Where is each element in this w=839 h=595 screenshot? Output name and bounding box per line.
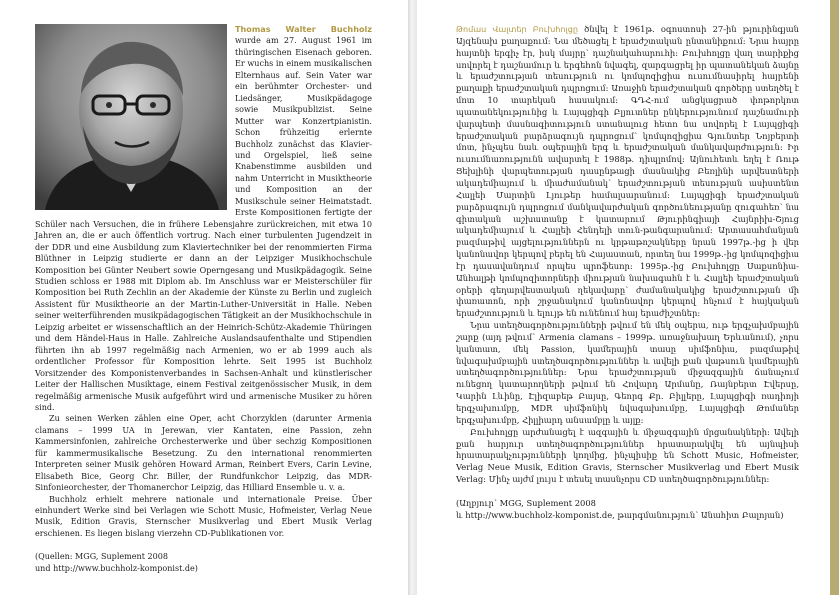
armenian-paragraph-2: Նրա ստեղծագործությունների թվում են մեկ օպերա, ութ երգչախմբային շարք (այդ թվում՝ Armenia clamans – 1999թ. առաջնախաղ Երևանում), չորս կանտատ, մեկ Passion, կամերային տասը սիմֆոնիա, բազմաթիվ նվագախմբային ստեղծագործություններ և ավելի քան վաթսուն կամերային ստեղծագործություններ: Նրա երաժշտության միջազգային ճանաչում ունեցող կատարողների թվում են Հովարդ Արմանը, Ռայնբերտ Էվերսը, Կարին Լևինը, Էլիզաբեթ Բայսը, Գեորգ Քր. Բիլլերը, Լայպցիգի ռադիոյի երգչախումբը, MDR սիմֆոնիկ նվագախումբը, Լայպցիգի Թոմաներ երգչախումբը, Հիլլիարդ անսամբլը և այլք: <box>456 320 799 425</box>
composer-portrait-photo <box>35 24 227 210</box>
german-source-line-2: und http://www.buchholz-komponist.de) <box>35 563 198 573</box>
german-biography <box>35 24 372 574</box>
armenian-paragraph-3: Բուխհոլցը արժանացել է ազգային և միջազգային մրցանակների: Ավելի քան հարյուր ստեղծագործություններ հրատարակվել են այնպիսի հրատարակչությունների կողմից, ինչպիսիք են Schott Music, Hofmeister, Verlag Neue Musik, Edition Gravis, Sternscher Musikverlag und Ebert Musik Verlag: Մինչ այժմ լույս է տեսել տասնչորս CD ստեղծագործություններ: <box>456 426 799 485</box>
german-paragraph-1: wurde am 27. August 1961 im thüringischen Eisenach geboren. Er wuchs in einem musikalischen Elternhaus auf. Sein Vater war ein berühmter Orchester- und Liedsänger, Musikpädagoge sowie Musikpublizist. Seine Mutter war Konzertpianistin. Schon frühzeitig erlernte Buchholz zunächst das Klavier- und Orgelspiel, ließ seine Knabenstimme ausbilden und nahm Unterricht in Musiktheorie und Komposition an der Musikschule seiner Heimatstadt. Erste Kompositionen fertigte der Schüler nach Versuchen, die in frühere Lebensjahre zurückreichen, mit etwa 10 Jahren an, die er auch öffentlich vortrug. Nach einer turbulenten Jugendzeit in der DDR und eine Ausbildung zum Klaviertechniker bei der renommierten Firma Blüthner in Leipzig studierte er dann an der Leipziger Musikhochschule Komposition bei Günter Neubert sowie Operngesang und Musikpädagogik. Seine Studien schloss er 1988 mit Diplom ab. Im Anschluss war er Meisterschüler für Komposition bei Ruth Zechlin an der Akademie der Künste zu Berlin und zugleich Assistent für Musiktheorie an der Martin-Luther-Universität in Halle. Neben seiner weiterführenden musikpädagogischen Tätigkeit an der Musikhochschule in Leipzig arbeitet er wissenschaftlich an der Heinrich-Schütz-Akademie Thüringen und dem Händel-Haus in Halle. Zahlreiche Auslandsaufenthalte und Stipendien führten ihn ab 1997 regelmäßig nach Armenien, wo er ab 1999 auch als ordentlicher Professor für Komposition lehrte. Seit 1995 ist Buchholz Vorsitzender des Komponistenverbandes in Sachsen-Anhalt und künstlerischer Leiter der Hallischen Musiktage, einem Festival zeitgenössischer Musik, in dem regelmäßig armenische Musik aufgeführt wird und armenische Musiker zu hören sind. <box>35 36 372 412</box>
german-paragraph-3: Buchholz erhielt mehrere nationale und internationale Preise. Über einhundert Werke sind bei Verlagen wie Schott Music, Hofmeister, Verlag Neue Musik, Edition Gravis, Sternscher Musikverlag und Ebert Musik Verlag erschienen. Es liegen bislang vierzehn CD-Publikationen vor. <box>35 494 372 538</box>
german-paragraph-2: Zu seinen Werken zählen eine Oper, acht Chorzyklen (darunter Armenia clamans – 1999 UA in Jerewan, vier Kantaten, eine Passion, zehn Kammersinfonien, zahlreiche Orchesterwerke und über sechzig Kompositionen für kammermusikalische Besetzung. Zu den international renommierten Interpreten seiner Musik gehören Howard Arman, Reinbert Evers, Carin Levine, Elisabeth Bice, Georg Chr. Biller, der Rundfunkchor Leipzig, das MDR-Sinfonieorchester, der Thomanerchor Leipzig, das Hilliard Ensemble u. v. a. <box>35 414 372 493</box>
author-name-armenian: Թոմաս Վալտեր Բուխհոլցը <box>456 24 578 34</box>
author-name-german: Thomas Walter Buchholz <box>235 24 372 34</box>
armenian-source-line-2: և http://www.buchholz-komponist.de, թարգմանություն՝ Անահիտ Բալոյան) <box>456 509 784 520</box>
armenian-paragraph-1: ծնվել է 1961թ. օգոստոսի 27-ին թյուրինգյան Այզենախ քաղաքում: Նա մեծացել է երաժշտական ընտանիքում: Նրա հայրը հայտնի երգիչ էր, իսկ մայրը՝ դաշնակահարուհի: Բուխհոլցը վաղ տարիքից սովորել է դաշնամուր և երգեհոն նվագել, զարգացրել իր պատանեկան ձայնը և երաժշտության տեսություն ու կոմպոզիցիա ուսումնասիրել հայրենի քաղաքի երաժշտական դպրոցում: Առաջին երաժշտական գործերը ստեղծել է մոտ 10 տարեկան հասակում: ԳԴՀ-ում անցկացրած փոթորկոտ պատանեկությունից և Լայպցիգի Բլյուտներ ընկերությունում դաշնամուրի վարպետի մասնագիտություն ստանալուց հետո նա սովորել է Լայպցիգի երաժշտական բարձրագույն դպրոցում՝ կոմպոզիցիա Գյունտեր Նոյբերտի մոտ, ինչպես նաև օպերային երգ և երաժշտական մանկավարժություն: Իր ուսումնառությունն ավարտել է 1988թ. դիպլոմով: Այնուհետև եղել է Ռութ Ցեխլինի վարպետության դասընթացի մասնակից Բեռլինի արվեստների ակադեմիայում և միաժամանակ՝ երաժշտության տեսության ասիստենտ Հալլեի Մարտին Լյութեր համալսարանում: Լայպցիգի երաժշտական բարձրագույն դպրոցում մանկավարժական գործունեությանը զուգահեռ՝ նա գիտական աշխատանք է կատարում Թյուրինգիայի Հայնրիխ-Շյուց ակադեմիայում և Հալլեի Հենդելի տուն-թանգարանում: Արտասահմանյան բազմաթիվ այցելություններն ու կրթաթոշակները նրան 1997թ.-ից ի վեր կանոնավոր կերպով բերել են Հայաստան, որտեղ նա 1999թ.-ից կոմպոզիցիա էր դասավանդում որպես պրոֆեսոր: 1995թ.-ից Բուխհոլցը Սաքսոնիա-Անհալթի կոմպոզիտորների միության նախագահն է և Հալլեի երաժշտական օրերի գեղարվեստական ղեկավարը՝ ժամանակակից երաժշտության մի փառատոն, որի շրջանակում կանոնավոր կերպով հնչում է հայկական երաժշտություն և ելույթ են ունենում հայ երաժիշտներ: <box>456 24 799 319</box>
book-spine <box>408 0 417 595</box>
armenian-source-line-1: (Աղբյուր՝ MGG, Suplement 2008 <box>456 497 596 508</box>
german-source-line-1: (Quellen: MGG, Suplement 2008 <box>35 552 168 562</box>
armenian-biography <box>456 24 799 521</box>
